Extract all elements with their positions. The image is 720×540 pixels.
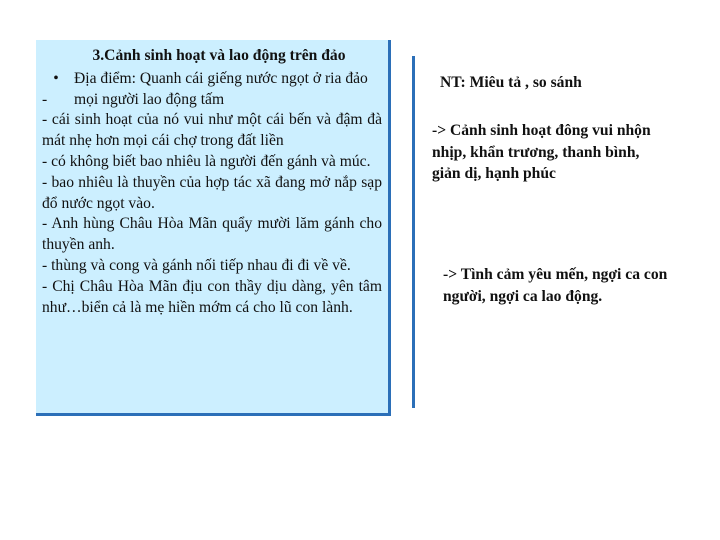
section-title: 3.Cảnh sinh hoạt và lao động trên đảo (92, 47, 346, 64)
paragraph: - bao nhiêu là thuyền của hợp tác xã đang mở nắp sạp đổ nước ngọt vào. (42, 173, 382, 212)
nt-label: NT: Miêu tả , so sánh (440, 74, 582, 91)
paragraph: - cái sinh hoạt của nó vui như một cái bến và đậm đà mát nhẹ hơn mọi cái chợ trong đất liền (42, 111, 382, 150)
paragraph: - có không biết bao nhiêu là người đến gánh và múc. (42, 152, 371, 170)
content-box (36, 40, 391, 416)
summary-point: -> Cảnh sinh hoạt đông vui nhộn nhịp, khẩn trương, thanh bình, giản dị, hạnh phúc (432, 122, 651, 183)
work-item (42, 90, 382, 111)
location-item (42, 69, 382, 90)
paragraph: - Anh hùng Châu Hòa Mãn quẩy mười lăm gánh cho thuyền anh. (42, 215, 382, 254)
work-text: mọi người lao động tấm (74, 90, 225, 108)
summary-point: -> Tình cảm yêu mến, ngợi ca con người, ngợi ca lao động. (443, 266, 668, 305)
dash-marker: - (42, 90, 48, 108)
bullet-marker: • (53, 69, 59, 87)
location-text: Địa điểm: Quanh cái giếng nước ngọt ở ria đảo (74, 69, 368, 87)
paragraph: - Chị Châu Hòa Mãn địu con thầy dịu dàng, yên tâm như…biển cả là mẹ hiền mớm cá cho lũ con lành. (42, 277, 382, 316)
paragraph: - thùng và cong và gánh nối tiếp nhau đi đi về về. (42, 256, 351, 274)
vertical-divider (412, 56, 415, 408)
